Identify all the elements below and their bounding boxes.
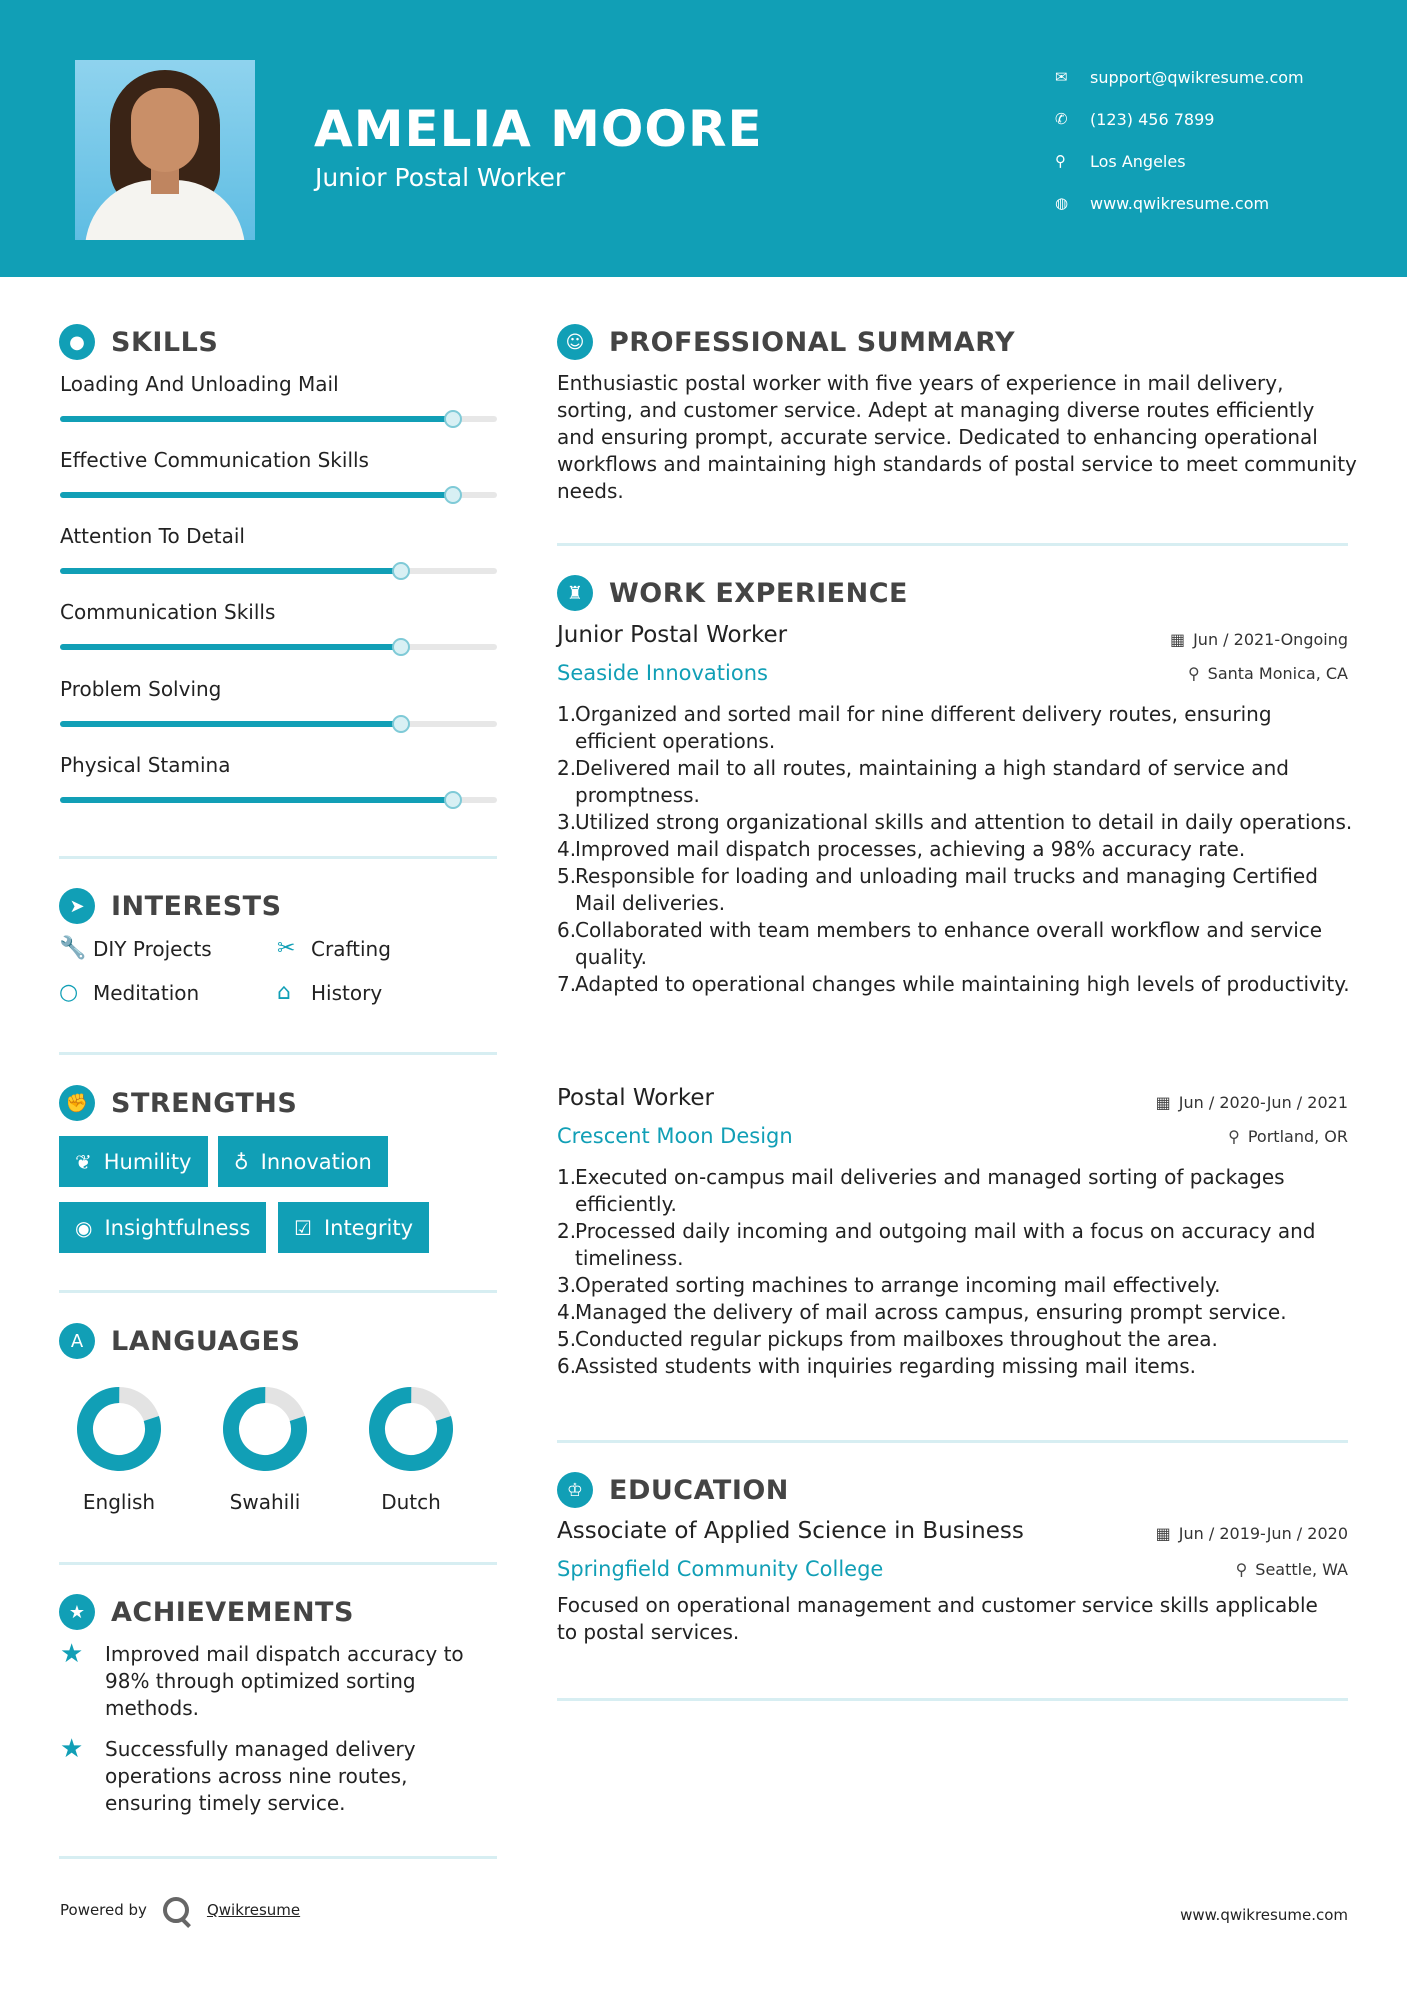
skill-bar	[60, 797, 497, 803]
job-company: Crescent Moon Design	[557, 1124, 793, 1148]
contact-list	[1055, 56, 1375, 224]
education-heading: ♔ EDUCATION	[557, 1472, 789, 1508]
divider	[59, 1290, 497, 1293]
footer-powered-by: Powered by Qwikresume	[60, 1897, 300, 1923]
list-item: 2. Delivered mail to all routes, maintaining a high standard of service and promptness.	[557, 756, 1289, 807]
list-item: 6. Collaborated with team members to enhance overall workflow and service quality.	[557, 918, 1323, 969]
skill-item: Communication Skills	[60, 600, 497, 624]
star-icon: ★	[60, 1734, 84, 1764]
job-duties	[557, 1164, 1357, 1380]
skill-bar	[60, 416, 497, 422]
job-duties	[557, 701, 1357, 998]
interest-item: ⌂ History	[277, 980, 383, 1005]
summary-heading: ☺ PROFESSIONAL SUMMARY	[557, 324, 1015, 360]
interest-item: ✂ Crafting	[277, 936, 391, 961]
education-description: Focused on operational management and customer service skills applicable to postal services.	[557, 1593, 1318, 1644]
list-item: 5. Conducted regular pickups from mailboxes throughout the area.	[557, 1327, 1218, 1351]
lightbulb-icon: ♁	[234, 1149, 249, 1174]
list-item: 7. Adapted to operational changes while maintaining high levels of productivity.	[557, 972, 1350, 996]
pushpin-icon: ⚲	[1187, 664, 1200, 683]
divider	[59, 1562, 497, 1565]
list-item: 4. Managed the delivery of mail across campus, ensuring prompt service.	[557, 1300, 1287, 1324]
interest-item: ○ Meditation	[59, 980, 200, 1005]
job-location: ⚲ Portland, OR	[1228, 1127, 1348, 1146]
calendar-icon: ▦	[1155, 1093, 1171, 1112]
envelope-icon: ✉	[1055, 68, 1068, 86]
interests-heading: ➤ INTERESTS	[59, 888, 282, 924]
skill-bar	[60, 492, 497, 498]
calendar-icon: ▦	[1169, 630, 1186, 649]
skill-bar	[60, 644, 497, 650]
location-pin-icon: ⚲	[1055, 152, 1066, 170]
skill-item: Attention To Detail	[60, 524, 497, 548]
list-item: 2. Processed daily incoming and outgoing mail with a focus on accuracy and timeliness.	[557, 1219, 1316, 1270]
divider	[557, 1440, 1348, 1443]
chair-icon: ♜	[557, 575, 593, 611]
contact-phone[interactable]: ✆ (123) 456 7899	[1055, 109, 1215, 129]
skills-heading: ● SKILLS	[59, 324, 218, 360]
profile-photo	[75, 60, 255, 240]
list-item: 3. Utilized strong organizational skills and attention to detail in daily operations.	[557, 810, 1353, 834]
list-item: 5. Responsible for loading and unloading mail trucks and managing Certified Mail deliveries.	[557, 864, 1318, 915]
divider	[59, 856, 497, 859]
list-item: 1. Executed on-campus mail deliveries and managed sorting of packages efficiently.	[557, 1165, 1285, 1216]
paper-plane-icon: ➤	[59, 888, 95, 924]
wrench-icon: 🔧	[59, 936, 87, 961]
job-location: ⚲ Santa Monica, CA	[1187, 664, 1348, 683]
user-icon: ☺	[557, 324, 593, 360]
skill-item: Physical Stamina	[60, 753, 497, 777]
contact-location: ⚲ Los Angeles	[1055, 151, 1186, 171]
divider	[59, 1856, 497, 1859]
education-location: ⚲ Seattle, WA	[1235, 1560, 1348, 1579]
list-item: 6. Assisted students with inquiries regarding missing mail items.	[557, 1354, 1196, 1378]
pushpin-icon: ⚲	[1235, 1560, 1248, 1579]
circle-icon: ○	[59, 980, 79, 1005]
achievements-heading: ★ ACHIEVEMENTS	[59, 1594, 354, 1630]
list-item: 3. Operated sorting machines to arrange incoming mail effectively.	[557, 1273, 1221, 1297]
divider	[557, 1698, 1348, 1701]
skill-bar	[60, 568, 497, 574]
strength-chip: ♁ Innovation	[218, 1136, 388, 1187]
candidate-title: Junior Postal Worker	[315, 163, 566, 192]
graduation-icon: ♔	[557, 1472, 593, 1508]
language-donut	[76, 1386, 162, 1472]
fist-icon: ✊	[59, 1085, 95, 1121]
language-donut	[368, 1386, 454, 1472]
job-company: Seaside Innovations	[557, 661, 768, 685]
interest-item: 🔧 DIY Projects	[59, 936, 212, 961]
qwikresume-logo-icon	[163, 1897, 189, 1923]
scissors-icon: ✂	[277, 936, 296, 961]
list-item: 4. Improved mail dispatch processes, achieving a 98% accuracy rate.	[557, 837, 1246, 861]
education-school: Springfield Community College	[557, 1557, 884, 1581]
education-dates: ▦ Jun / 2019-Jun / 2020	[1155, 1524, 1348, 1543]
job-title: Postal Worker	[557, 1085, 714, 1111]
footer-website[interactable]: www.qwikresume.com	[1180, 1906, 1348, 1924]
contact-email[interactable]: ✉ support@qwikresume.com	[1055, 67, 1304, 87]
list-item: 1. Organized and sorted mail for nine different delivery routes, ensuring efficient operations.	[557, 702, 1272, 753]
languages-heading: A LANGUAGES	[59, 1323, 300, 1359]
education-degree: Associate of Applied Science in Business	[557, 1518, 1024, 1544]
star-badge-icon: ★	[59, 1594, 95, 1630]
job-dates: ▦ Jun / 2020-Jun / 2021	[1155, 1093, 1348, 1112]
divider	[557, 543, 1348, 546]
skill-item: Problem Solving	[60, 677, 497, 701]
phone-icon: ✆	[1055, 110, 1068, 128]
skill-bar	[60, 721, 497, 727]
globe-icon: ◍	[1055, 194, 1069, 212]
museum-icon: ⌂	[277, 980, 291, 1005]
job-title: Junior Postal Worker	[557, 622, 788, 648]
strength-chip: ☑ Integrity	[278, 1202, 429, 1253]
strength-chip: ❦ Humility	[59, 1136, 208, 1187]
translate-icon: A	[59, 1323, 95, 1359]
strength-chip: ◉ Insightfulness	[59, 1202, 266, 1253]
language-item: English	[59, 1386, 179, 1514]
lightbulb-icon: ●	[59, 324, 95, 360]
divider	[59, 1052, 497, 1055]
star-icon: ★	[60, 1639, 84, 1669]
leaf-icon: ❦	[75, 1149, 92, 1174]
pushpin-icon: ⚲	[1228, 1127, 1240, 1146]
skill-item: Effective Communication Skills	[60, 448, 497, 472]
candidate-name: AMELIA MOORE	[314, 100, 763, 158]
language-item: Swahili	[205, 1386, 325, 1514]
footer-brand-link[interactable]: Qwikresume	[206, 1901, 301, 1919]
calendar-icon: ▦	[1155, 1524, 1171, 1543]
contact-website[interactable]: ◍ www.qwikresume.com	[1055, 193, 1270, 213]
job-dates: ▦ Jun / 2021-Ongoing	[1169, 630, 1348, 649]
experience-heading: ♜ WORK EXPERIENCE	[557, 575, 908, 611]
strengths-heading: ✊ STRENGTHS	[59, 1085, 297, 1121]
skill-item: Loading And Unloading Mail	[60, 372, 497, 396]
achievement-item: ★ Successfully managed delivery operations across nine routes, ensuring timely service.	[60, 1734, 416, 1815]
eye-icon: ◉	[75, 1215, 93, 1240]
language-donut	[222, 1386, 308, 1472]
header-banner	[0, 0, 1407, 277]
summary-text: Enthusiastic postal worker with five years of experience in mail delivery, sorting, and customer service. Adept at managing diverse routes efficiently and ensuring prompt, accurate service. Dedicated to enhancing operational workflows and maintaining high standards of postal service to meet community needs.	[557, 371, 1357, 503]
achievement-item: ★ Improved mail dispatch accuracy to 98% through optimized sorting methods.	[60, 1639, 464, 1720]
checkbox-icon: ☑	[294, 1215, 312, 1240]
language-item: Dutch	[351, 1386, 471, 1514]
